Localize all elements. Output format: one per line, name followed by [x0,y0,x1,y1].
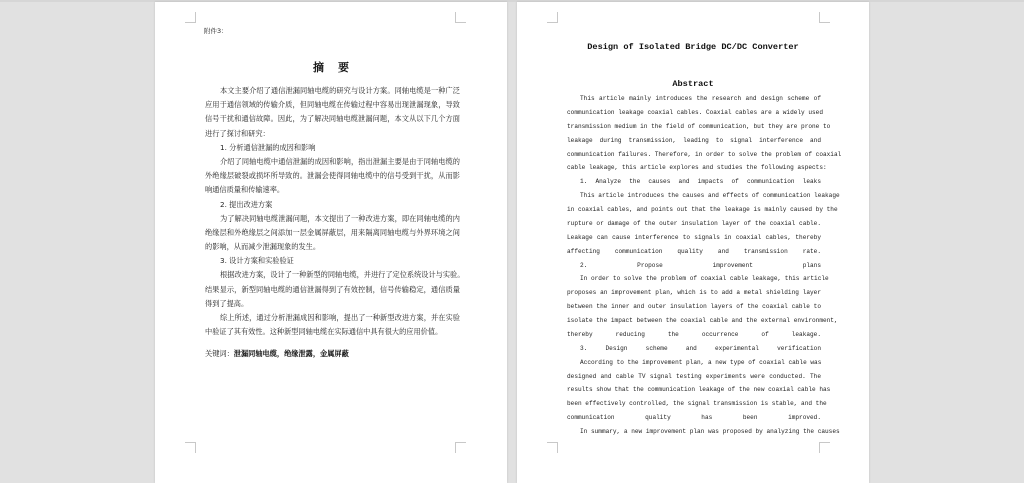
document-page-english-abstract [517,2,869,483]
text-line: 综上所述，通过分析泄漏成因和影响，提出了一种新型改进方案，并在实验 [220,313,460,322]
text-line: 3. Design scheme and experimental verification [580,344,821,352]
text-line: isolate the impact between the coaxial cable and the external environment, [567,317,838,324]
text-line: 根据改进方案，设计了一种新型的同轴电缆，并进行了定位系统设计与实验。 [220,270,465,280]
abstract-title-cn: 摘要 [313,61,363,74]
viewer-top-border [0,0,1024,2]
text-line: transmission medium in the field of communication, but they are prone to [567,122,831,130]
text-line: 进行了探讨和研究： [205,128,270,138]
text-line: 2. 提出改进方案 [220,199,273,209]
text-line: proposes an improvement plan, which is to add a metal shielding layer [567,289,821,297]
text-line: 的影响，从而减少泄漏现象的发生。 [205,242,321,252]
text-line: Leakage can cause interference to signals in coaxial cables, thereby [567,233,821,241]
margin-corner-mark [547,442,558,453]
text-line: In summary, a new improvement plan was proposed by analyzing the causes [580,428,840,435]
abstract-body-en [567,92,842,439]
document-page-chinese-abstract [155,2,507,483]
text-line: in coaxial cables, and points out that the leakage is mainly caused by the [567,206,838,213]
text-line: 外绝缘层破裂或损坏所导致的。泄漏会使得同轴电缆中的信号受到干扰，从而影 [205,171,460,181]
margin-corner-mark [819,442,830,453]
text-line: 信号干扰和通信故障。因此，为了解决同轴电缆泄漏问题，本文从以下几个方面 [205,114,460,124]
text-line: 中验证了其有效性。这种新型同轴电缆在实际通信中具有很大的应用价值。 [205,327,443,337]
text-line: According to the improvement plan, a new type of coaxial cable was [580,358,822,366]
text-line: 3. 设计方案和实验验证 [220,256,294,266]
abstract-body-cn [205,84,465,361]
text-line: between the inner and outer insulation layers of the coaxial cable to [567,303,821,311]
text-line: 得到了提高。 [205,298,249,308]
text-line: designed and cable TV signal testing experiments were conducted. The [567,372,821,380]
text-line: 1. 分析通信泄漏的成因和影响 [220,142,316,152]
text-line: been effectively controlled, the signal transmission is stable, and the [567,400,827,408]
keywords-value: 泄漏同轴电缆，绝缘泄露，金属屏蔽 [233,349,349,359]
margin-corner-mark [185,442,196,453]
document-title-en: Design of Isolated Bridge DC/DC Converter [587,42,799,52]
text-line: thereby reducing the occurrence of leakage. [567,330,821,338]
keywords-line [205,347,460,361]
annex-label: 附件3： [204,27,228,35]
text-line: 1. Analyze the causes and impacts of communication leaks [580,178,821,186]
text-line: leakage during transmission, leading to signal interference and [567,136,821,144]
text-line: 介绍了同轴电缆中通信泄漏的成因和影响，指出泄漏主要是由于同轴电缆的 [220,156,460,166]
text-line: 绝缘层和外绝缘层之间添加一层金属屏蔽层，用来隔离同轴电缆与外界环境之间 [205,227,460,237]
margin-corner-mark [185,12,196,23]
keywords-label: 关键词： [205,349,234,359]
text-line: communication failures. Therefore, in order to solve the problem of coaxial [567,150,842,158]
text-line: 结果显示，新型同轴电缆的通信泄漏得到了有效控制，信号传输稳定，通信质量 [205,284,460,294]
text-line: 为了解决同轴电缆泄漏问题，本文提出了一种改进方案，即在同轴电缆的内 [220,213,460,223]
text-line: This article introduces the causes and effects of communication leakage [580,192,840,200]
margin-corner-mark [455,12,466,23]
text-line: communication quality has been improved. [567,414,821,422]
text-line: rupture or damage of the outer insulation layer of the coaxial cable. [567,219,821,227]
text-line: 应用于通信领域的传输介质，但同轴电缆在传输过程中容易出现泄漏现象，导致 [205,100,460,110]
text-line: affecting communication quality and transmission rate. [567,247,821,255]
text-line: 响通信质量和传输速率。 [205,185,285,195]
text-line: cable leakage, this article explores and studies the following aspects: [567,164,827,172]
text-line: 2. Propose improvement plans [580,261,821,269]
margin-corner-mark [547,12,558,23]
margin-corner-mark [455,442,466,453]
margin-corner-mark [819,12,830,23]
text-line: results show that the communication leakage of the new coaxial cable has [567,386,831,394]
text-line: In order to solve the problem of coaxial cable leakage, this article [580,275,829,283]
text-line: 本文主要介绍了通信泄漏同轴电缆的研究与设计方案。同轴电缆是一种广泛 [220,86,460,95]
abstract-heading-en: Abstract [672,79,714,89]
text-line: communication leakage coaxial cables. Coaxial cables are a widely used [567,108,823,116]
text-line: This article mainly introduces the research and design scheme of [580,95,821,102]
